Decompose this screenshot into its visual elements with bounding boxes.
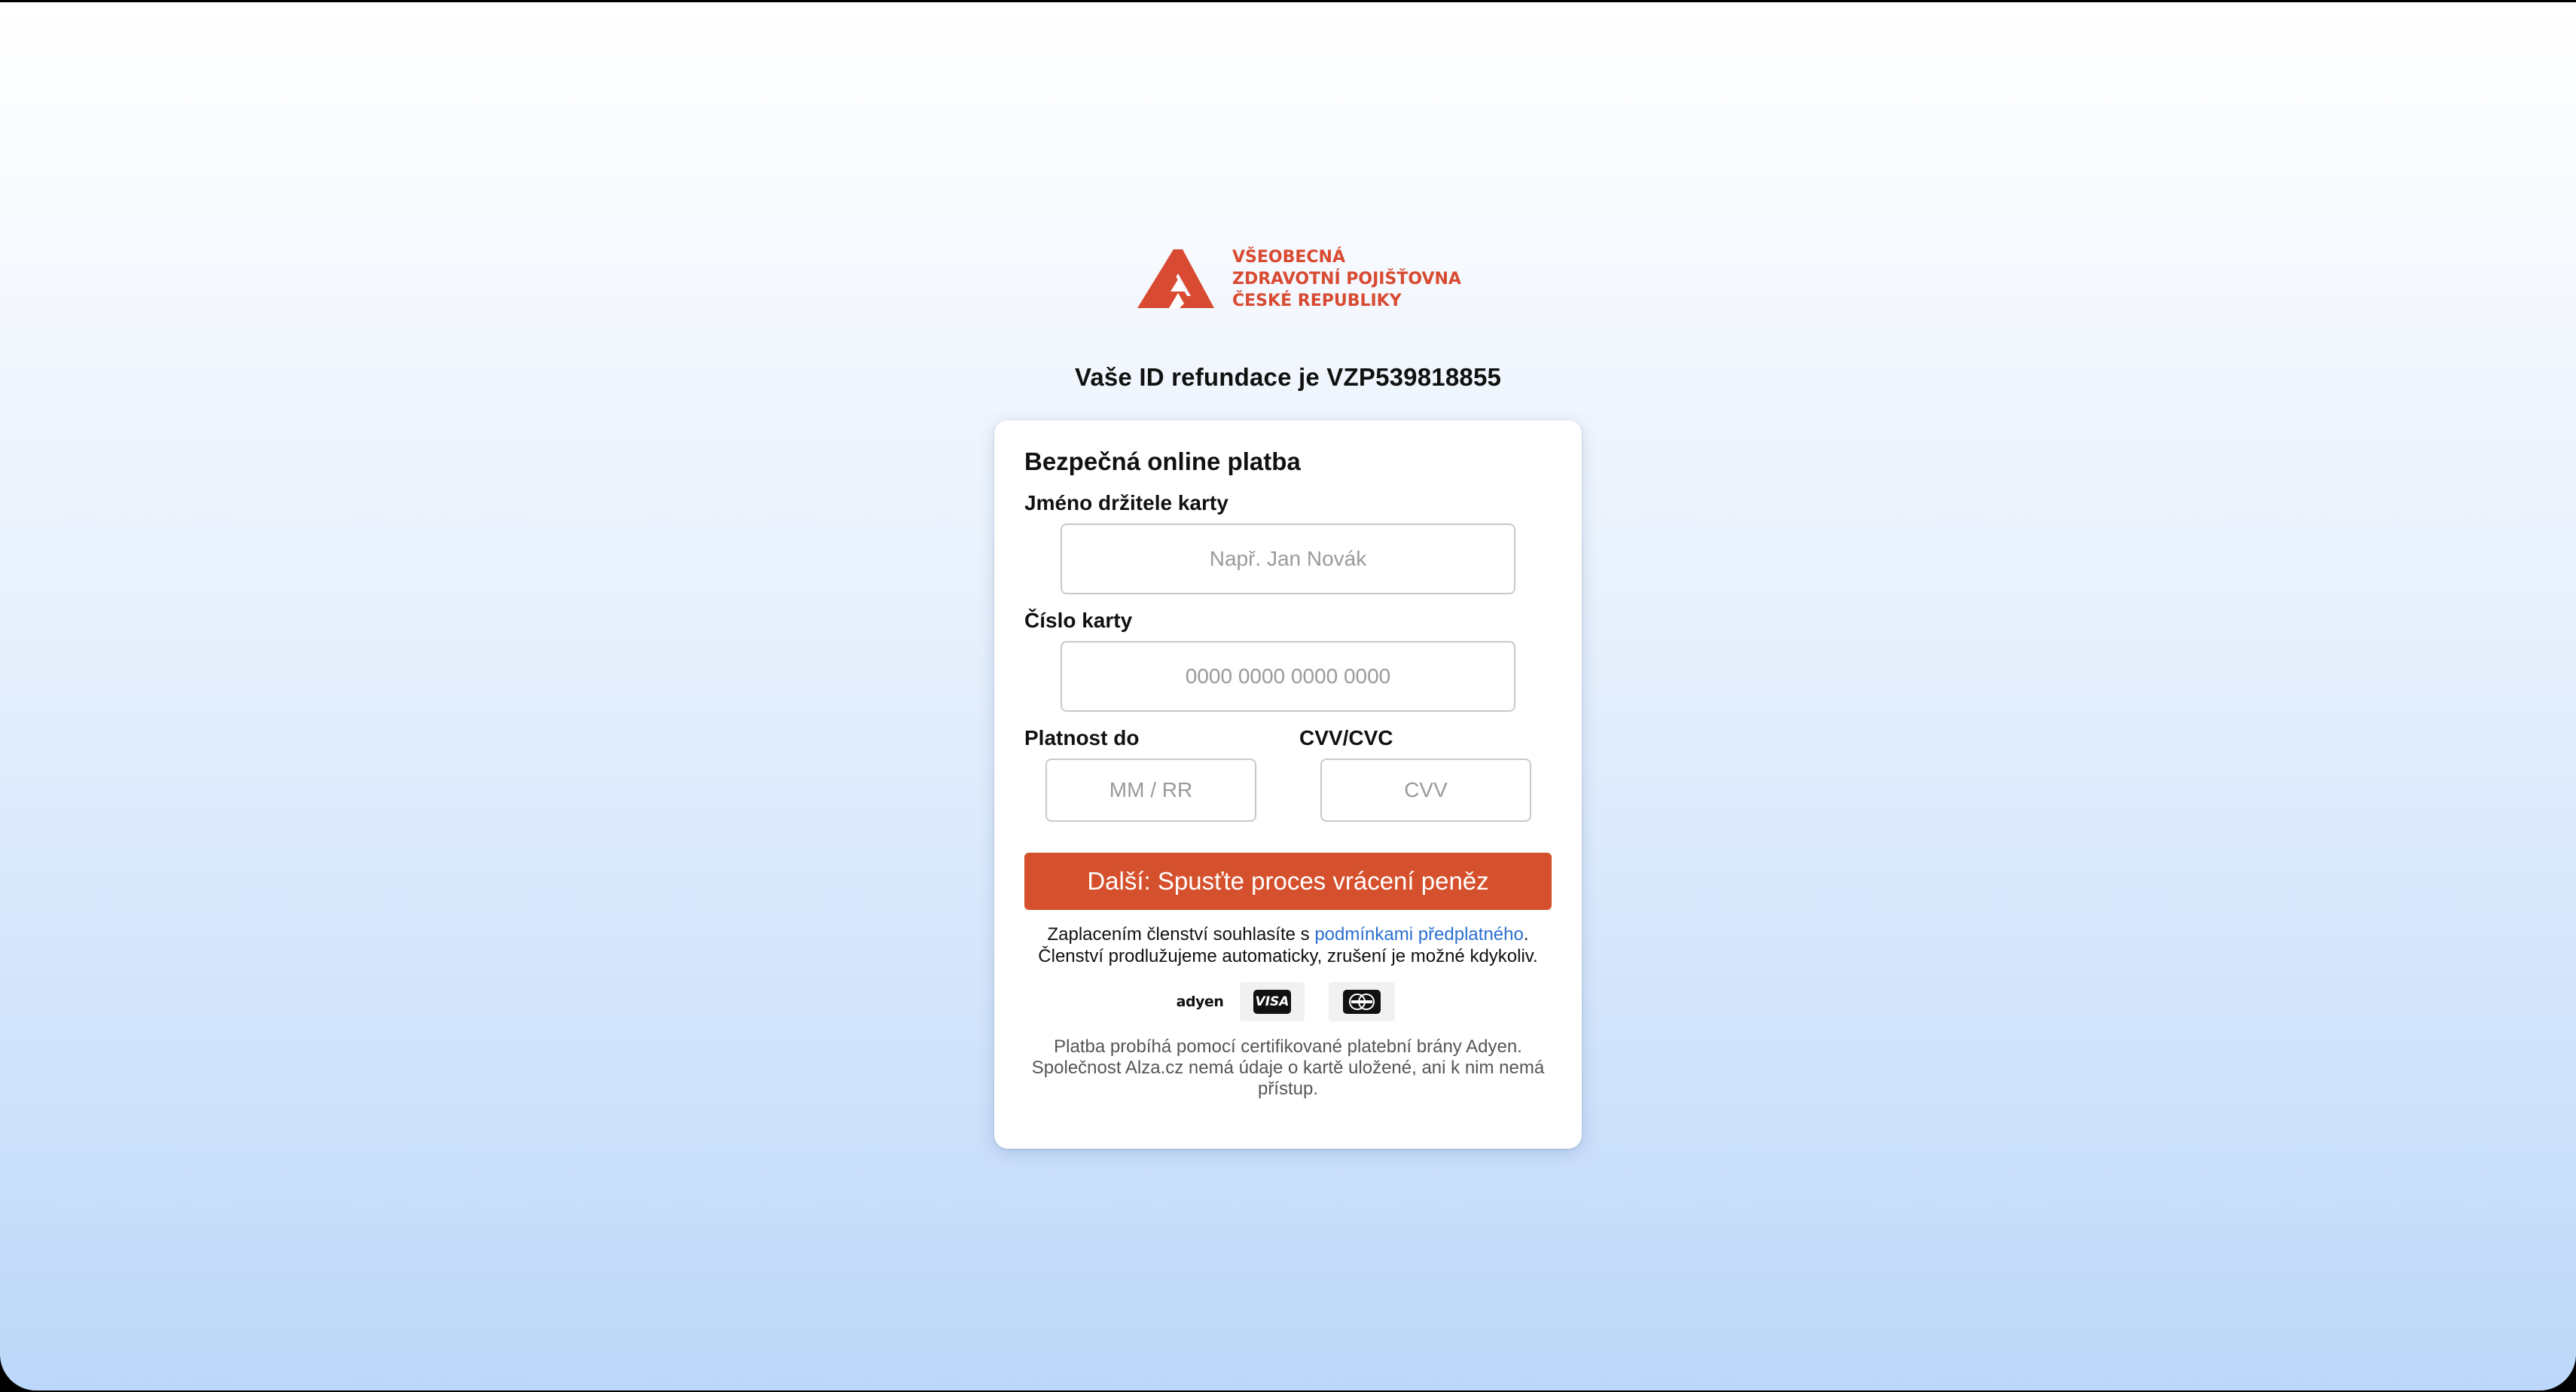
expiry-label: Platnost do <box>1024 726 1140 749</box>
adyen-logo: adyen <box>1176 994 1224 1010</box>
cvv-input[interactable] <box>1320 759 1531 822</box>
subscription-terms-link[interactable]: podmínkami předplatného <box>1314 924 1524 945</box>
terms-suffix: . <box>1523 924 1529 945</box>
start-refund-button[interactable]: Další: Spusťte proces vrácení peněz <box>1024 853 1552 910</box>
vzp-logo-text <box>1232 246 1461 312</box>
visa-logo-box <box>1240 982 1305 1021</box>
refund-id-heading: Vaše ID refundace je VZP539818855 <box>1074 363 1502 391</box>
browser-viewport <box>0 2 2576 1390</box>
logo-line-2: ZDRAVOTNÍ POJIŠŤOVNA <box>1232 270 1461 288</box>
mastercard-icon <box>1342 989 1381 1015</box>
cvv-label: CVV/CVC <box>1299 726 1393 749</box>
card-number-input[interactable] <box>1061 641 1515 712</box>
visa-logo: VISA <box>1253 990 1291 1014</box>
mastercard-logo-box <box>1329 982 1395 1021</box>
payment-disclaimer: Platba probíhá pomocí certifikované platební brány Adyen. Společnost Alza.cz nemá údaje o kartě uložené, ani k nim nemá přístup. <box>1031 1036 1545 1099</box>
logo-line-3: ČESKÉ REPUBLIKY <box>1232 292 1402 310</box>
expiry-input[interactable] <box>1045 759 1256 822</box>
card-number-label: Číslo karty <box>1024 609 1133 632</box>
payment-card <box>994 420 1582 1149</box>
cardholder-name-input[interactable] <box>1061 524 1515 594</box>
subscription-terms <box>994 923 1582 967</box>
payment-form-title: Bezpečná online platba <box>1024 447 1301 475</box>
terms-renewal-note: Členství prodlužujeme automaticky, zrušení je možné kdykoliv. <box>1038 946 1538 966</box>
logo-line-1: VŠEOBECNÁ <box>1232 248 1345 267</box>
terms-prefix: Zaplacením členství souhlasíte s <box>1047 924 1315 945</box>
vzp-logo-mark-icon <box>1136 246 1216 310</box>
vzp-logo <box>1136 243 1461 311</box>
payment-logos <box>994 982 1582 1021</box>
cardholder-label: Jméno držitele karty <box>1024 491 1228 514</box>
